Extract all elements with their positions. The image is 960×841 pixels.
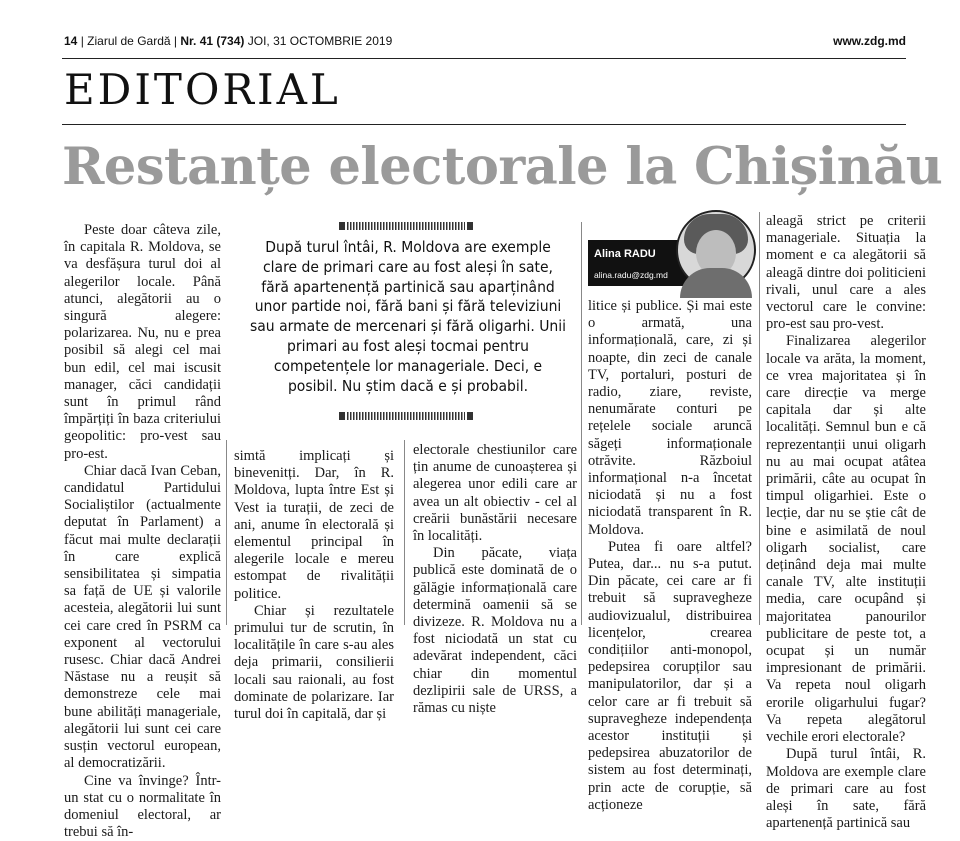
article-column-1: [64, 222, 221, 625]
section-title: EDITORIAL: [64, 66, 341, 114]
paragraph: electorale chestiunilor care țin anume de cunoașterea și alegerea unor edili care ar avea un alt obiectiv - cel al creării bunăstării necesare în localități.: [413, 442, 577, 545]
column-divider: [404, 440, 405, 625]
author-email[interactable]: alina.radu@zdg.md: [594, 270, 668, 280]
column-divider: [226, 440, 227, 625]
paragraph: După turul întâi, R. Moldova are exemple clare de primari care au fost aleși în sate, fără apartenență partinică sau: [766, 746, 926, 832]
header-divider: [62, 58, 906, 59]
headline: Restanțe electorale la Chișinău: [62, 135, 922, 199]
pull-quote: După turul întâi, R. Moldova are exemple clare de primari care au fost aleși în sate, fără apartenență partinică sau aparținând unor partide noi, fără bani și fără televiziuni sau armate de mercenari și fără oligarhi. Unii primari au fost aleși tocmai pentru competențele lor manageriale. Deci, e posibil. Nu știm dacă e și probabil.: [248, 238, 568, 396]
website[interactable]: www.zdg.md: [833, 34, 906, 48]
paragraph: Putea fi oare altfel? Putea, dar... nu s-a putut. Din păcate, cei care ar fi trebuit să supravegheze audiovizualul, distribuirea licențelor, crearea condițiilor anti-monopol, pedepsirea corupților sau manipulatorilor, dar și a celor care ar fi trebuit să supravegheze independența acestor instituții și pedepsirea abuzatorilor de sistem au fost determinați, prin acte de corupție, să acționeze: [588, 539, 752, 814]
running-header: [64, 34, 906, 52]
header-separator: |: [81, 34, 84, 48]
paragraph: simtă implicați și binevenitți. Dar, în R. Moldova, lupta între Est și Vest ia turații, de zeci de ani, anume în electorală și elementul principal în alegerile locale e mereu estompat de rivalității politice.: [234, 448, 394, 603]
article-column-2: [234, 448, 394, 625]
paragraph: aleagă strict pe criterii manageriale. Situația la moment e ca alegătorii să aleagă dintre doi politicieni rivali, unul care a ales vectorul care le convine: pro-est sau pro-vest.: [766, 213, 926, 333]
issue-date: JOI, 31 OCTOMBRIE 2019: [248, 34, 393, 48]
publication-name: Ziarul de Gardă: [87, 34, 170, 48]
paragraph: Din păcate, viața publică este dominată de o gălăgie informațională care determină oamenii să se divizeze. R. Moldova nu a fost niciodată un stat cu adevărat independent, căci chiar din momentul dezlipirii sale de URSS, a rămas cu niște: [413, 545, 577, 717]
ornament-bottom: [347, 412, 465, 420]
issue-number: Nr. 41 (734): [180, 34, 244, 48]
author-photo-body: [680, 268, 752, 298]
paragraph: Chiar dacă Ivan Ceban, candidatul Partidului Socialiștilor (actualmente deputat în Parlament) a făcut mai multe declarații în care explică sensibilitatea și simpatia sa față de UE și valorile acesteia, alegătorii lui sunt cei care cred în PSRM ca exponent al vectorului rusesc. Chiar dacă Andrei Năstase nu a reușit să demonstreze cele mai bune abilități manageriale, alegătorii lui sunt cei care susțin vectorul european, al democratizării.: [64, 463, 221, 773]
header-separator-2: |: [174, 34, 177, 48]
paragraph: Peste doar câteva zile, în capitala R. Moldova, se va desfășura turul doi al alegerilor locale. Până atunci, alegătorii au o singură alegere: polarizarea. Nu, nu e prea posibil să alegi cel mai bun edil, cel mai iscusit manager, căci candidații sunt în primul rând împărțiți în baza criteriului geopolitic: pro-vest sau pro-est.: [64, 222, 221, 463]
author-name: Alina RADU: [594, 248, 656, 260]
column-divider: [759, 212, 760, 625]
article-column-4: [588, 298, 752, 625]
author-photo: [676, 210, 756, 290]
ornament-top: [347, 222, 465, 230]
article-column-3: [413, 442, 577, 625]
paragraph: litice și publice. Și mai este o armată, una informațională, care, zi și noapte, din zeci de canale TV, portaluri, posturi de radio, ziare, reviste, nenumărate conturi pe rețelele sociale aruncă săgeți informaționale otrăvite. Războiul informațional n-a încetat niciodată și nu a fost niciodată transparent în R. Moldova.: [588, 298, 752, 539]
column-divider: [581, 222, 582, 625]
paragraph: Cine va învinge? Într-un stat cu o normalitate în domeniul electoral, ar trebui să în-: [64, 773, 221, 841]
author-box: [588, 226, 752, 288]
section-divider: [62, 124, 906, 125]
header-left: [64, 34, 392, 48]
paragraph: Finalizarea alegerilor locale va arăta, la moment, ce vrea majoritatea și în care direcție va merge capitala dar și alte localități. Semnul bun e că reprezentanții unui oligarh nu au mai ocupat atâtea primării, câte au ocupat în timpul oligarhiei. Este o lecție, dar nu se știe cât de bine e asimilată de noul oligarh socialist, care deținând deja mai multe canale TV, alte instituții media, care ocupând și majoritatea panourilor publicitare de peste tot, a ocupat și un număr impresionant de primării. Va repeta noul oligarh erorile oligarhului fugar? Va repeta alegătorul vechile erori electorale?: [766, 333, 926, 746]
article-column-5: [766, 213, 926, 625]
page-number: 14: [64, 34, 77, 48]
paragraph: Chiar și rezultatele primului tur de scrutin, în localitățile în care s-au ales deja primarii, consilierii locali sau raionali, au fost dominate de polarizare. Iar turul doi în capitală, dar și: [234, 603, 394, 723]
